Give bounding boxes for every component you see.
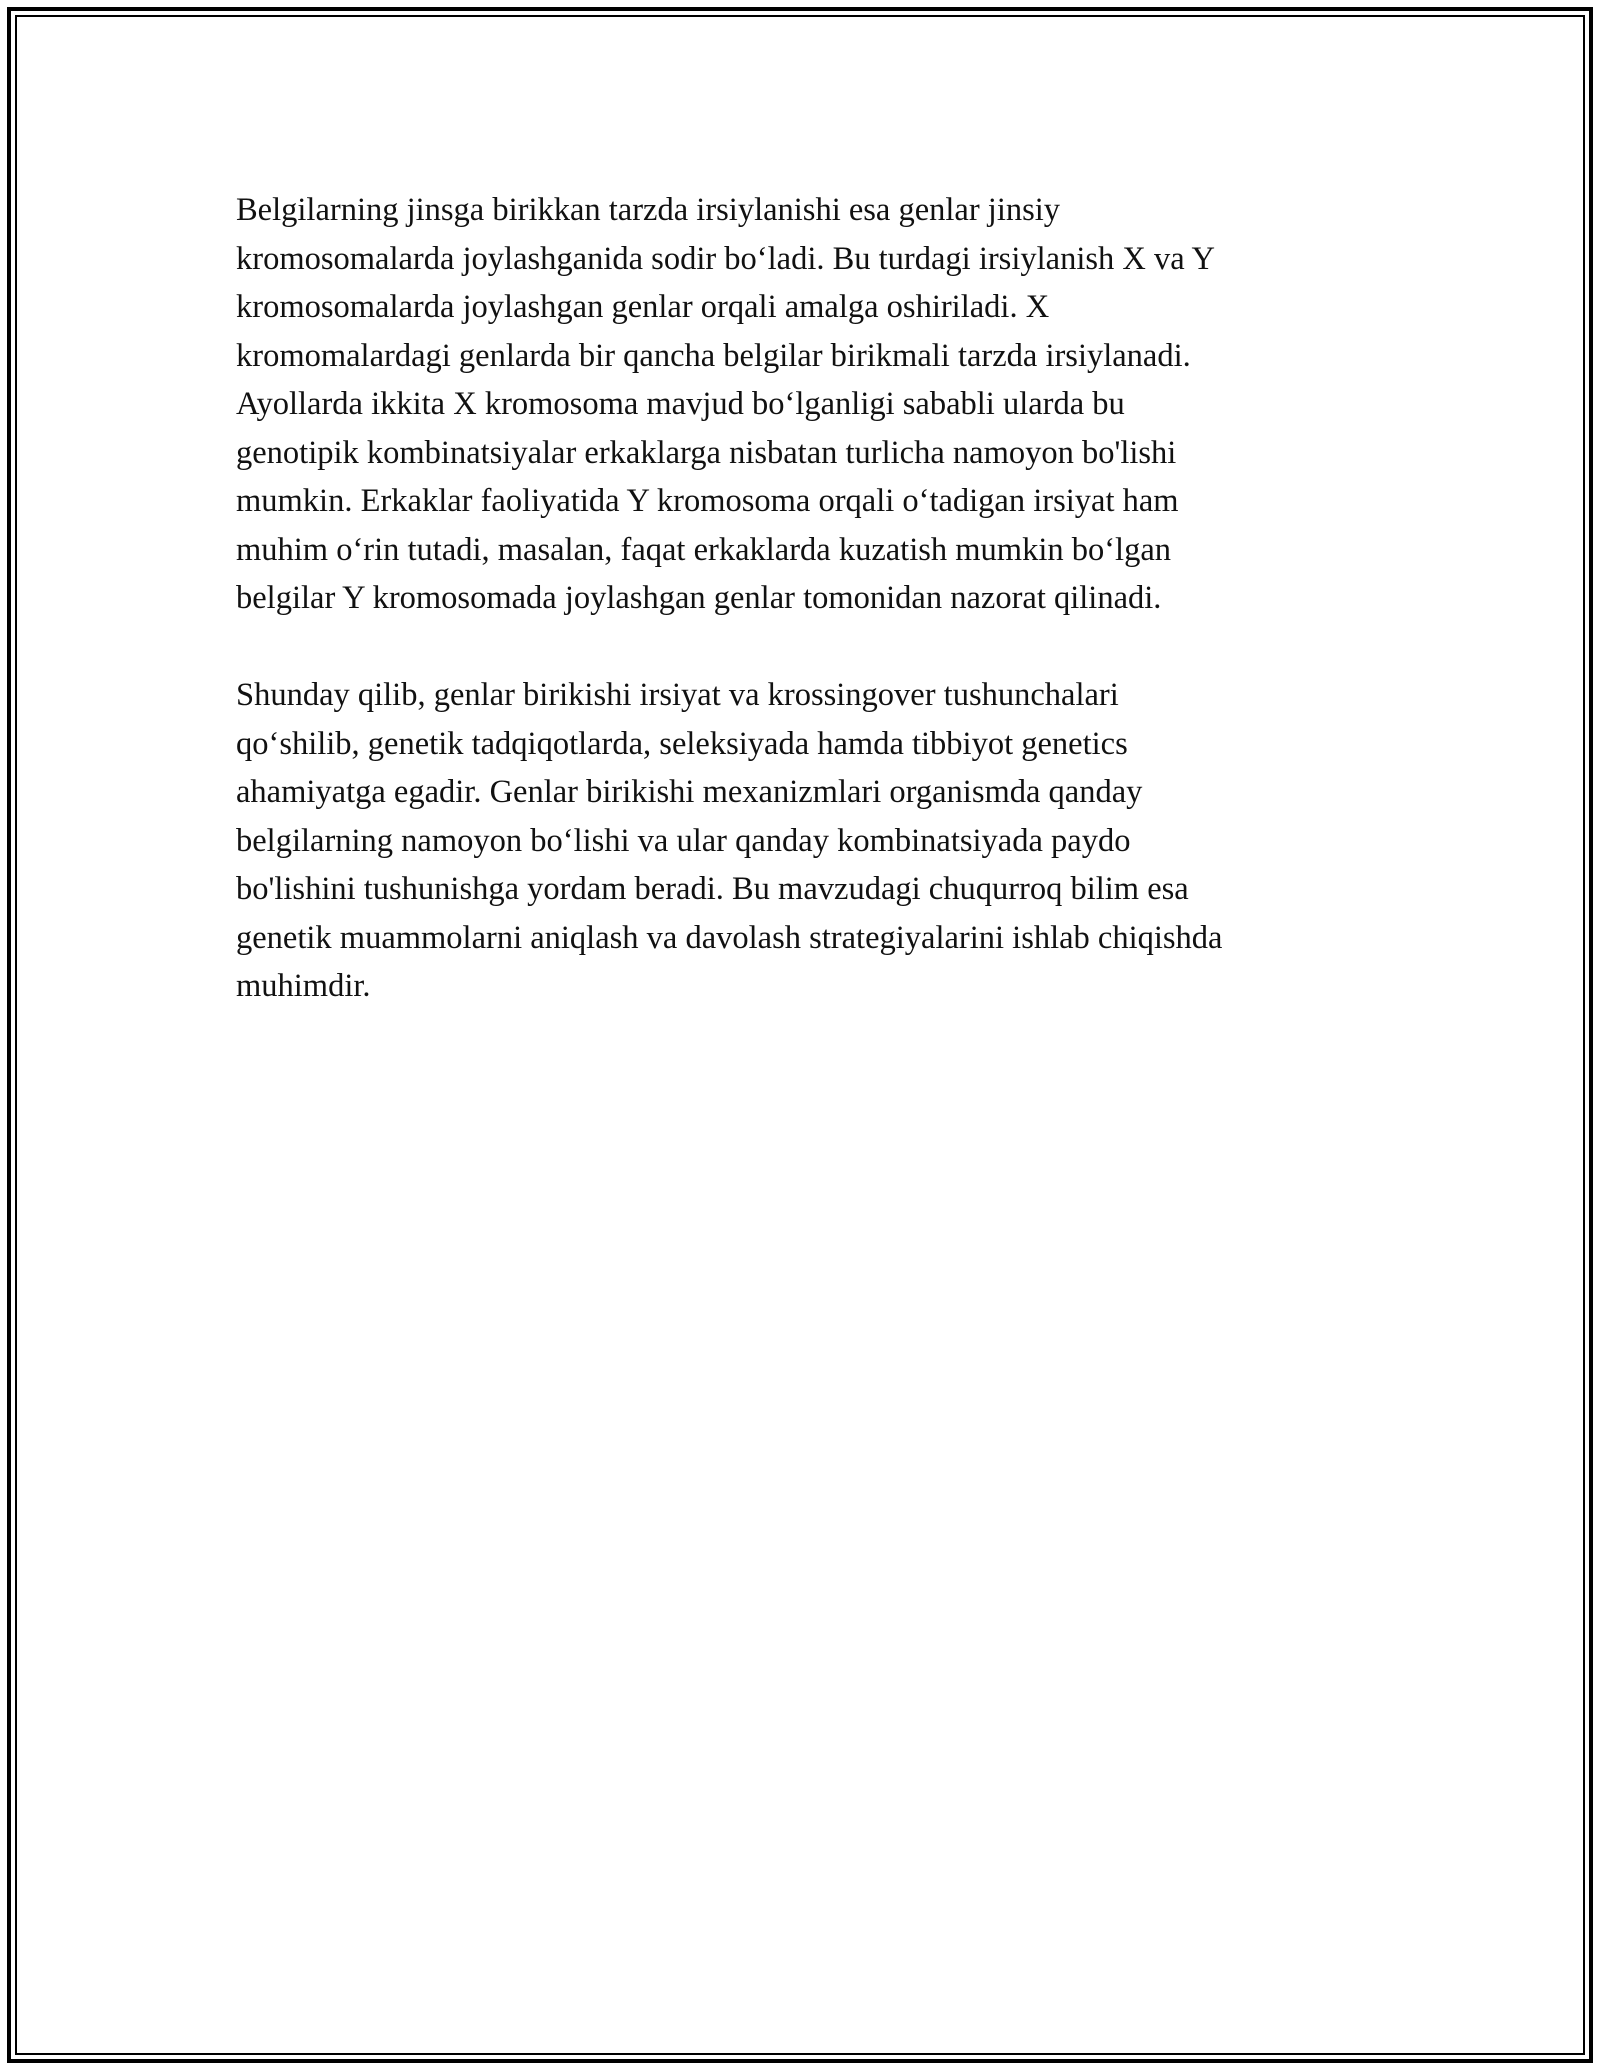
- text-line: qo‘shilib, genetik tadqiqotlarda, seleksiyada hamda tibbiyot genetics: [236, 725, 1128, 762]
- paragraph-1: [236, 186, 1366, 623]
- text-line: muhimdir.: [236, 968, 371, 1004]
- text-line: Shunday qilib, genlar birikishi irsiyat va krossingover tushunchalari: [236, 677, 1119, 713]
- text-line: belgilarning namoyon bo‘lishi va ular qanday kombinatsiyada paydo: [236, 822, 1131, 859]
- paragraph-2: [236, 671, 1366, 1011]
- text-line: muhim o‘rin tutadi, masalan, faqat erkaklarda kuzatish mumkin bo‘lgan: [236, 531, 1172, 568]
- text-line: Ayollarda ikkita X kromosoma mavjud bo‘lganligi sababli ularda bu: [236, 386, 1125, 422]
- text-line: kromomalardagi genlarda bir qancha belgilar birikmali tarzda irsiylanadi.: [236, 337, 1191, 374]
- text-line: bo'lishini tushunishga yordam beradi. Bu mavzudagi chuqurroq bilim esa: [236, 871, 1189, 907]
- text-line: ahamiyatga egadir. Genlar birikishi mexanizmlari organismda qanday: [236, 774, 1143, 810]
- text-line: kromosomalarda joylashgan genlar orqali amalga oshiriladi. X: [236, 289, 1050, 325]
- text-line: genetik muammolarni aniqlash va davolash strategiyalarini ishlab chiqishda: [236, 919, 1223, 956]
- text-line: mumkin. Erkaklar faoliyatida Y kromosoma orqali o‘tadigan irsiyat ham: [236, 483, 1179, 519]
- text-line: kromosomalarda joylashganida sodir bo‘ladi. Bu turdagi irsiylanish X va Y: [236, 240, 1216, 277]
- text-line: genotipik kombinatsiyalar erkaklarga nisbatan turlicha namoyon bo'lishi: [236, 434, 1177, 471]
- paragraph-spacer: [236, 623, 1366, 672]
- text-line: belgilar Y kromosomada joylashgan genlar tomonidan nazorat qilinadi.: [236, 580, 1162, 616]
- text-line: Belgilarning jinsga birikkan tarzda irsiylanishi esa genlar jinsiy: [236, 192, 1061, 228]
- document-body: [236, 186, 1366, 1011]
